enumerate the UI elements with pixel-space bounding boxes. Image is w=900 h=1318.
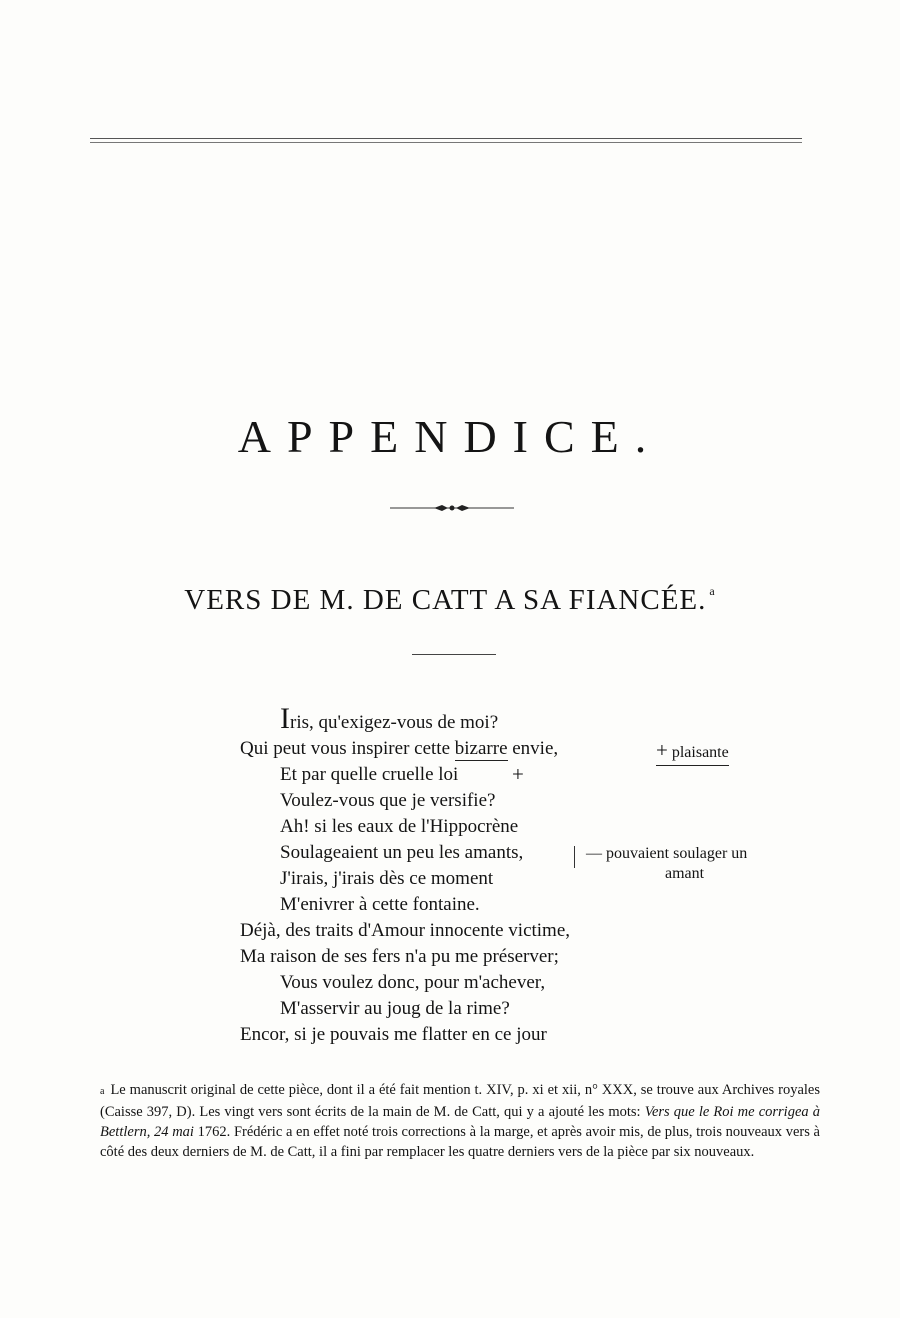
margin-note-plaisante (656, 738, 729, 766)
top-double-rule (90, 138, 802, 139)
top-double-rule-lower (90, 142, 802, 143)
plus-mark: + (656, 738, 668, 762)
verse-line (280, 704, 498, 734)
underlined-word: bizarre (454, 738, 508, 759)
verse-line: Et par quelle cruelle loi (280, 764, 459, 785)
verse-line: Déjà, des traits d'Amour innocente victime, (240, 920, 571, 941)
page-title: APPENDICE. (237, 411, 663, 462)
verse-line: Ma raison de ses fers n'a pu me préserver; (240, 946, 559, 967)
verse-line: Encor, si je pouvais me flatter en ce jour (240, 1024, 547, 1045)
verse-line: Voulez-vous que je versifie? (280, 790, 496, 811)
verse-line: M'asservir au joug de la rime? (280, 998, 510, 1019)
footnote-ref: a (709, 584, 716, 598)
ornament-divider-icon (390, 500, 514, 516)
verse-line: J'irais, j'irais dès ce moment (280, 868, 494, 889)
drop-cap: I (280, 702, 290, 735)
footnote-text: Le manuscrit original de cette pièce, dont il a été fait mention t. XIV, p. xi et xii, n° XXX, se trouve aux Archives royales (Caisse 397, D). Les vingt vers sont écrits de la main de M. de Catt, qui y a ajouté les mots: (100, 1082, 820, 1120)
plus-mark: + (512, 762, 524, 786)
section-title (0, 584, 900, 617)
footnote-italic: Vers que le Roi me corrigea à Bettlern, 24 mai (100, 1104, 820, 1140)
footnote (100, 1080, 820, 1162)
verse-text: ris, qu'exigez-vous de moi? (290, 712, 499, 733)
short-rule (412, 654, 496, 655)
verse-line (240, 738, 558, 760)
margin-note: — pouvaient soulager un (586, 845, 748, 862)
verse-line: M'enivrer à cette fontaine. (280, 894, 480, 915)
footnote-text: 1762. Frédéric a en effet noté trois corrections à la marge, et après avoir mis, de plus, trois nouveaux vers à côté des deux derniers de M. de Catt, il a fini par remplacer les quatre derniers vers de la pièce par six nouveaux. (100, 1124, 820, 1160)
margin-note: amant (665, 865, 705, 882)
margin-bar (574, 846, 575, 868)
verse-text: envie, (507, 738, 559, 759)
footnote-marker: a (100, 1086, 105, 1097)
verse-line: Ah! si les eaux de l'Hippocrène (280, 816, 519, 837)
section-title-text: VERS DE M. DE CATT A SA FIANCÉE. (184, 584, 707, 616)
margin-note-text: plaisante (671, 744, 729, 761)
verse-line: Vous voulez donc, pour m'achever, (280, 972, 546, 993)
verse-text: Qui peut vous inspirer cette (240, 738, 455, 759)
verse-line: Soulageaient un peu les amants, (280, 842, 524, 863)
